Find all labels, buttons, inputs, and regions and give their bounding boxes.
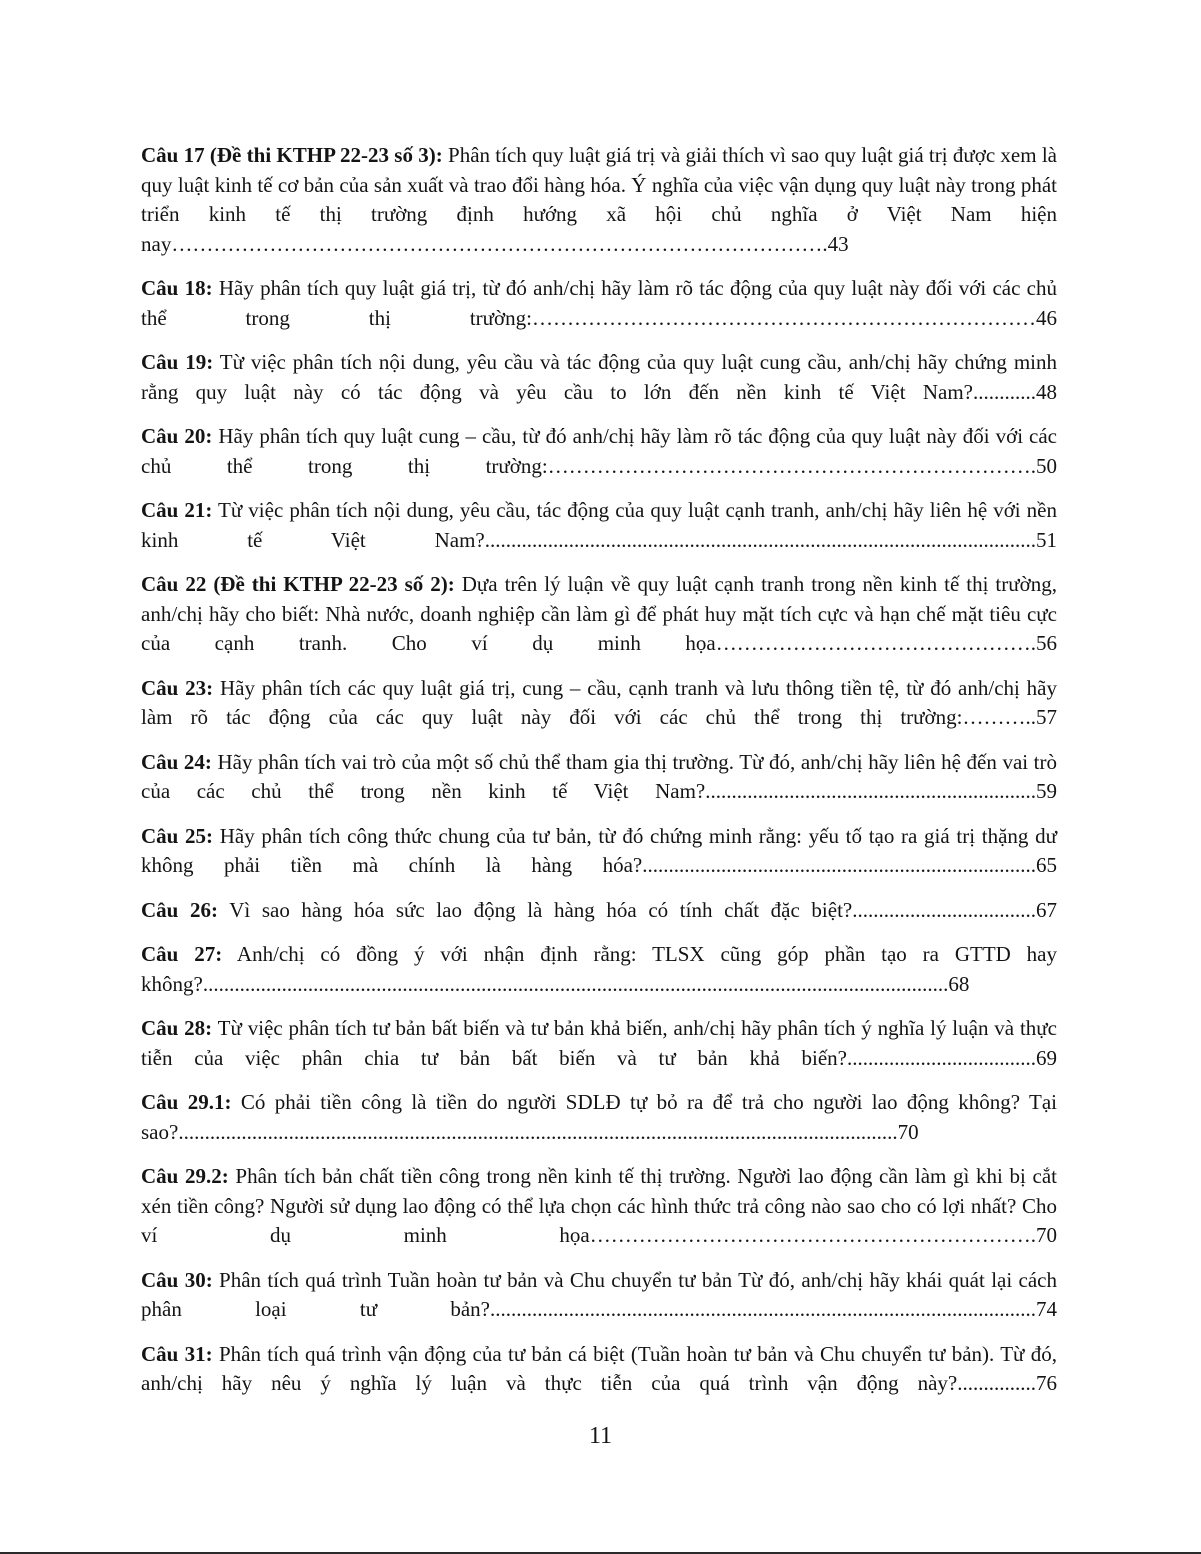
toc-entry-text: Hãy phân tích quy luật giá trị, từ đó anh/chị hãy làm rõ tác động của quy luật này đối với các chủ thể trong thị trường:………………………………………………………………46 [141,276,1057,330]
toc-entry-text: Từ việc phân tích tư bản bất biến và tư bản khả biến, anh/chị hãy phân tích ý nghĩa lý luận và thực tiễn của việc phân chia tư bản bất biến và tư bản khả biến?....................................69 [141,1016,1057,1070]
page-number: 11 [588,1423,613,1449]
toc-entry-text: Hãy phân tích quy luật cung – cầu, từ đó anh/chị hãy làm rõ tác động của quy luật này đối với các chủ thể trong thị trường:…………………………………………………………….50 [141,424,1058,478]
toc-entry [141,1088,1057,1147]
toc-entry [141,748,1057,807]
toc-entry-text: Hãy phân tích các quy luật giá trị, cung – cầu, cạnh tranh và lưu thông tiền tệ, từ đó anh/chị hãy làm rõ tác động của các quy luật này đối với các chủ thể trong thị trường:………..57 [141,675,1057,729]
toc-entry-text: Phân tích quy luật giá trị và giải thích vì sao quy luật giá trị được xem là quy luật kinh tế cơ bản của sản xuất và trao đổi hàng hóa. Ý nghĩa của việc vận dụng quy luật này trong phát triển kinh tế thị trường định hướng xã hội chủ nghĩa ở Việt Nam hiện nay………………………………………………………………………………….43 [141,143,1058,256]
toc-entry-label: Câu 20: [141,424,213,448]
toc-entry-text: Dựa trên lý luận về quy luật cạnh tranh trong nền kinh tế thị trường, anh/chị hãy cho biết: Nhà nước, doanh nghiệp cần làm gì để phát huy mặt tích cực và hạn chế mặt tiêu cực của cạnh tranh. Cho ví dụ minh họa……………………………………….56 [141,572,1057,655]
toc-entry-label: Câu 24: [141,749,212,774]
toc-entry-text: Vì sao hàng hóa sức lao động là hàng hóa có tính chất đặc biệt?...................................67 [217,897,1057,922]
toc-entry [141,896,1057,926]
toc-entry [141,1340,1057,1399]
toc-entry-text: Phân tích quá trình vận động của tư bản cá biệt (Tuần hoàn tư bản và Chu chuyển tư bản). Từ đó, anh/chị hãy nêu ý nghĩa lý luận và thực tiễn của quá trình vận động này?...............76 [141,1341,1057,1395]
toc-entry-label: Câu 19: [141,350,214,374]
toc-entry-text: Từ việc phân tích nội dung, yêu cầu và tác động của quy luật cung cầu, anh/chị hãy chứng minh rằng quy luật này có tác động và yêu cầu to lớn đến nền kinh tế Việt Nam?............48 [141,350,1058,404]
toc-entry-text: Hãy phân tích vai trò của một số chủ thể tham gia thị trường. Từ đó, anh/chị hãy liên hệ đến vai trò của các chủ thể trong nền kinh tế Việt Nam?...............................................................59 [141,749,1057,803]
toc-entry [141,274,1057,333]
toc-entry [141,940,1057,999]
toc-entry-label: Câu 21: [141,498,213,522]
toc-entry-label: Câu 29.1: [141,1090,232,1114]
toc-entry-text: Phân tích bản chất tiền công trong nền kinh tế thị trường. Người lao động cần làm gì khi bị cắt xén tiền công? Người sử dụng lao động có thể lựa chọn các hình thức trả công nào sao cho có lợi nhất? Cho ví dụ minh họa……………………………………………………….70 [141,1164,1057,1247]
toc-entry-label: Câu 31: [141,1341,213,1366]
toc-entry-text: Anh/chị có đồng ý với nhận định rằng: TLSX cũng góp phần tạo ra GTTD hay không?..............................................................................................................................................68 [141,942,1057,996]
toc-entry [141,496,1057,555]
toc-entry [141,570,1057,659]
toc-entry [141,348,1057,407]
toc-entry-label: Câu 25: [141,823,214,848]
toc-entry [141,1162,1057,1251]
toc-entry-label: Câu 23: [141,675,214,700]
toc-entry-text: Phân tích quá trình Tuần hoàn tư bản và Chu chuyển tư bản Từ đó, anh/chị hãy khái quát lại cách phân loại tư bản?........................................................................................................74 [141,1267,1058,1321]
toc-entry-label: Câu 18: [141,276,213,300]
toc-entry [141,422,1057,481]
toc-entry-label: Câu 27: [141,942,223,966]
toc-entry-label: Câu 30: [141,1267,213,1292]
toc-entry-text: Có phải tiền công là tiền do người SDLĐ tự bỏ ra để trả cho người lao động không? Tại sao?.........................................................................................................................................70 [141,1090,1057,1144]
toc-entry [141,822,1057,881]
toc-entry [141,1266,1057,1325]
table-of-contents [141,141,1057,1414]
toc-entry-label: Câu 29.2: [141,1164,229,1188]
toc-entry [141,141,1057,259]
toc-entry-text: Hãy phân tích công thức chung của tư bản, từ đó chứng minh rằng: yếu tố tạo ra giá trị thặng dư không phải tiền mà chính là hàng hóa?...........................................................................65 [141,823,1058,877]
toc-entry [141,1014,1057,1073]
toc-entry-label: Câu 17 (Đề thi KTHP 22-23 số 3): [141,143,443,167]
toc-entry-text: Từ việc phân tích nội dung, yêu cầu, tác động của quy luật cạnh tranh, anh/chị hãy liên hệ với nền kinh tế Việt Nam?.........................................................................................................51 [141,498,1058,552]
toc-entry-label: Câu 22 (Đề thi KTHP 22-23 số 2): [141,572,455,596]
toc-entry-label: Câu 26: [141,897,218,922]
toc-entry [141,674,1057,733]
toc-entry-label: Câu 28: [141,1016,213,1040]
